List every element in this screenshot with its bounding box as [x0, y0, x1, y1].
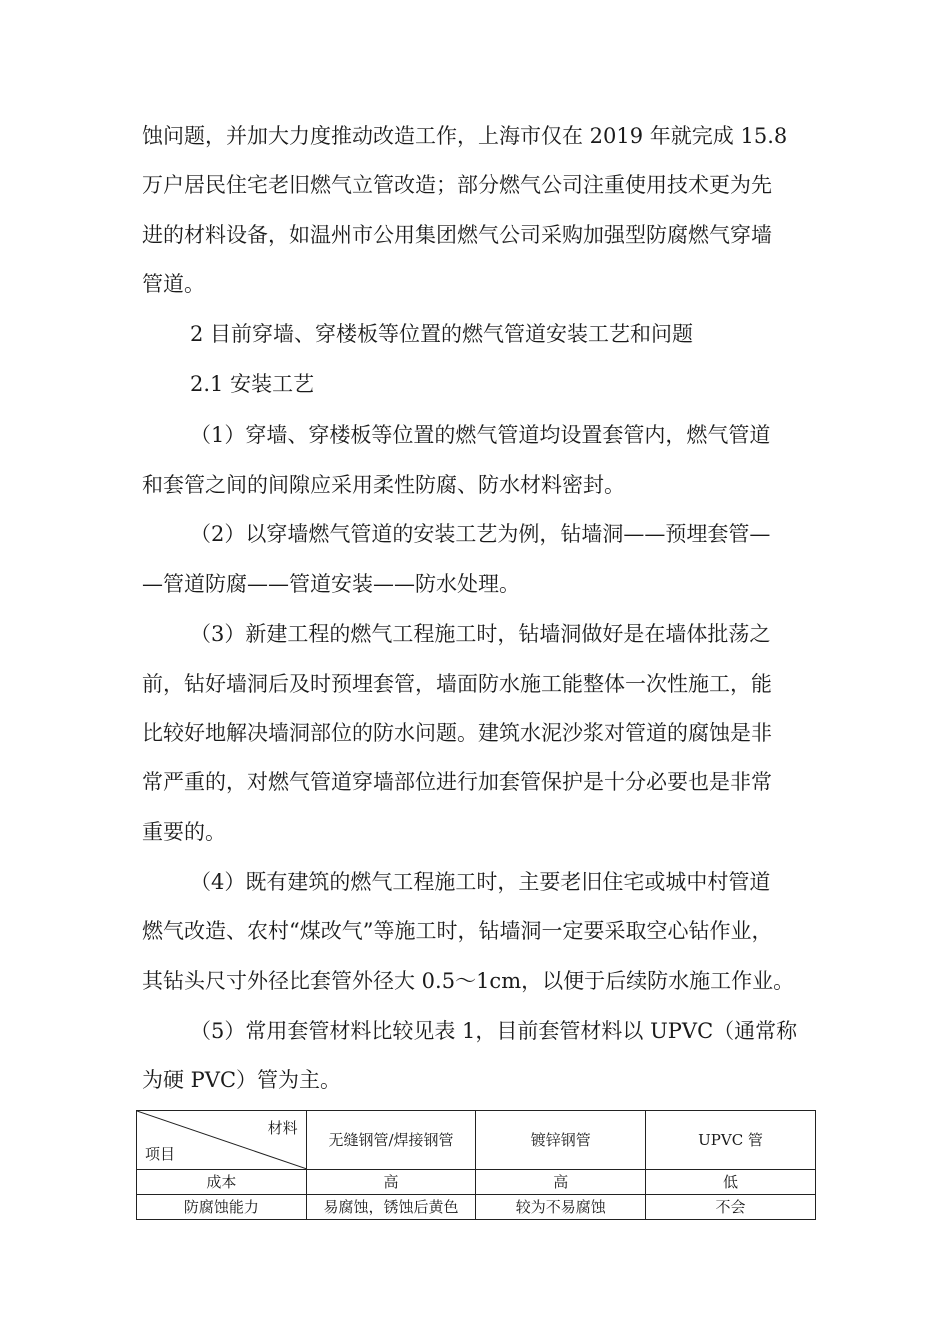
list-item-line: 前，钻好墙洞后及时预埋套管，墙面防水施工能整体一次性施工，能 — [142, 672, 772, 696]
list-item-line: （4）既有建筑的燃气工程施工时，主要老旧住宅或城中村管道 — [190, 870, 771, 894]
paragraph-line: 万户居民住宅老旧燃气立管改造；部分燃气公司注重使用技术更为先 — [142, 173, 772, 197]
paragraph-line: 管道。 — [142, 272, 205, 296]
table-header-row — [137, 1111, 816, 1170]
table-cell: 高 — [306, 1170, 476, 1195]
section-heading: 2 目前穿墙、穿楼板等位置的燃气管道安装工艺和问题 — [190, 322, 694, 346]
table-row-label: 防腐蚀能力 — [137, 1195, 307, 1220]
table-column-header: 镀锌钢管 — [476, 1111, 646, 1170]
table-cell: 低 — [646, 1170, 816, 1195]
table-column-header: 无缝钢管/焊接钢管 — [306, 1111, 476, 1170]
list-item-line: 其钻头尺寸外径比套管外径大 0.5～1cm，以便于后续防水施工作业。 — [142, 969, 795, 993]
table-cell: 不会 — [646, 1195, 816, 1220]
list-item-line: —管道防腐——管道安装——防水处理。 — [142, 572, 520, 596]
corner-row-label: 项目 — [145, 1145, 176, 1163]
corner-column-label: 材料 — [267, 1119, 298, 1137]
table-corner-cell — [137, 1111, 307, 1170]
list-item-line: 常严重的，对燃气管道穿墙部位进行加套管保护是十分必要也是非常 — [142, 770, 772, 794]
table-cell: 高 — [476, 1170, 646, 1195]
list-item-line: （5）常用套管材料比较见表 1，目前套管材料以 UPVC（通常称 — [190, 1019, 798, 1043]
list-item-line: 燃气改造、农村“煤改气”等施工时，钻墙洞一定要采取空心钻作业， — [142, 919, 773, 943]
list-item-line: 重要的。 — [142, 820, 226, 844]
table-cell: 易腐蚀，锈蚀后黄色 — [306, 1195, 476, 1220]
material-comparison-table — [136, 1110, 816, 1220]
table-row — [137, 1195, 816, 1220]
table-cell: 较为不易腐蚀 — [476, 1195, 646, 1220]
list-item-line: 比较好地解决墙洞部位的防水问题。建筑水泥沙浆对管道的腐蚀是非 — [142, 721, 772, 745]
list-item-line: （2）以穿墙燃气管道的安装工艺为例，钻墙洞——预埋套管— — [190, 522, 771, 546]
list-item-line: （1）穿墙、穿楼板等位置的燃气管道均设置套管内，燃气管道 — [190, 423, 771, 447]
table-row — [137, 1170, 816, 1195]
list-item-line: 和套管之间的间隙应采用柔性防腐、防水材料密封。 — [142, 473, 625, 497]
list-item-line: （3）新建工程的燃气工程施工时，钻墙洞做好是在墙体批荡之 — [190, 622, 771, 646]
table-column-header: UPVC 管 — [646, 1111, 816, 1170]
list-item-line: 为硬 PVC）管为主。 — [142, 1068, 342, 1092]
subsection-heading: 2.1 安装工艺 — [190, 372, 315, 396]
paragraph-line: 进的材料设备，如温州市公用集团燃气公司采购加强型防腐燃气穿墙 — [142, 223, 772, 247]
table-row-label: 成本 — [137, 1170, 307, 1195]
paragraph-line: 蚀问题，并加大力度推动改造工作，上海市仅在 2019 年就完成 15.8 — [142, 124, 788, 148]
